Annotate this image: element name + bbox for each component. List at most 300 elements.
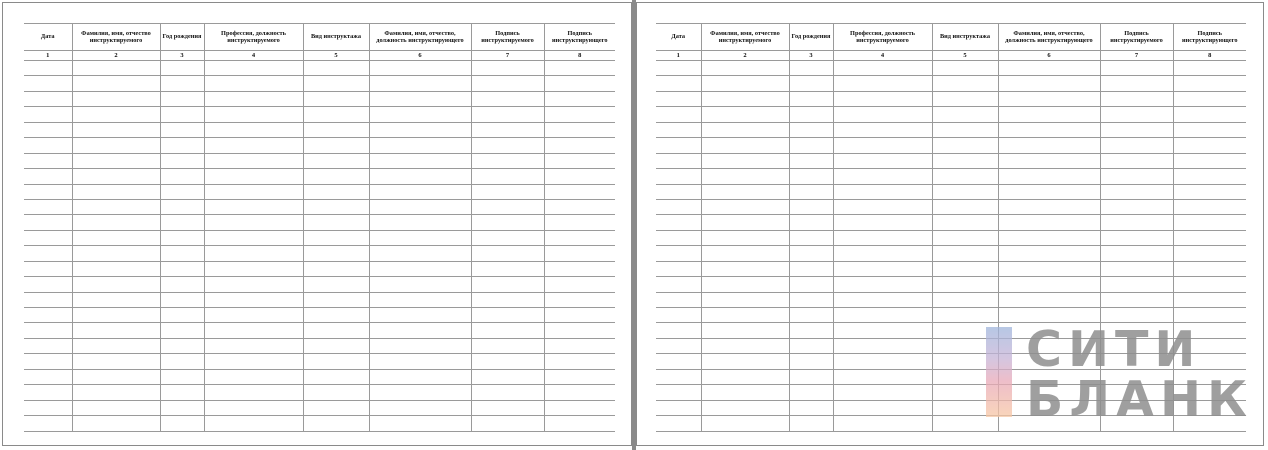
table-cell: [369, 400, 471, 415]
table-cell: [72, 400, 160, 415]
table-cell: [369, 76, 471, 91]
table-row: [24, 385, 615, 400]
column-header: Профессия, должность инструктируемого: [204, 24, 303, 51]
table-cell: [544, 184, 615, 199]
table-cell: [833, 138, 932, 153]
table-cell: [789, 416, 833, 431]
table-cell: [701, 246, 789, 261]
table-cell: [833, 61, 932, 76]
table-cell: [701, 107, 789, 122]
table-cell: [789, 76, 833, 91]
table-cell: [1173, 122, 1246, 137]
table-cell: [72, 153, 160, 168]
table-cell: [833, 246, 932, 261]
table-cell: [789, 215, 833, 230]
table-cell: [72, 138, 160, 153]
table-cell: [471, 308, 544, 323]
table-cell: [1100, 91, 1173, 106]
table-cell: [998, 122, 1100, 137]
column-number: 3: [789, 51, 833, 61]
table-cell: [998, 169, 1100, 184]
table-cell: [701, 122, 789, 137]
column-number: 8: [1173, 51, 1246, 61]
table-cell: [544, 91, 615, 106]
table-cell: [656, 338, 701, 353]
table-cell: [656, 184, 701, 199]
table-cell: [24, 338, 72, 353]
table-cell: [24, 416, 72, 431]
table-cell: [204, 292, 303, 307]
table-row: [656, 246, 1246, 261]
column-number: 7: [471, 51, 544, 61]
table-cell: [1100, 215, 1173, 230]
table-cell: [833, 323, 932, 338]
table-cell: [24, 153, 72, 168]
table-cell: [72, 308, 160, 323]
table-cell: [932, 61, 998, 76]
left-page: [2, 2, 632, 446]
table-cell: [160, 354, 204, 369]
table-cell: [701, 385, 789, 400]
table-cell: [369, 323, 471, 338]
table-cell: [303, 153, 369, 168]
table-cell: [471, 400, 544, 415]
table-cell: [789, 184, 833, 199]
table-cell: [833, 292, 932, 307]
table-cell: [833, 107, 932, 122]
table-cell: [833, 122, 932, 137]
table-row: [24, 138, 615, 153]
table-row: [656, 184, 1246, 199]
table-cell: [471, 91, 544, 106]
table-cell: [204, 308, 303, 323]
table-cell: [471, 153, 544, 168]
table-cell: [789, 369, 833, 384]
table-cell: [369, 199, 471, 214]
table-cell: [72, 277, 160, 292]
table-cell: [789, 400, 833, 415]
logo-text-line2: БЛАНК: [1026, 371, 1254, 428]
table-cell: [656, 91, 701, 106]
table-cell: [369, 61, 471, 76]
table-cell: [1173, 184, 1246, 199]
table-cell: [656, 400, 701, 415]
table-cell: [701, 416, 789, 431]
table-cell: [656, 230, 701, 245]
table-cell: [471, 76, 544, 91]
table-cell: [656, 308, 701, 323]
table-cell: [24, 385, 72, 400]
column-number: 3: [160, 51, 204, 61]
table-row: [656, 153, 1246, 168]
table-cell: [24, 230, 72, 245]
table-cell: [833, 354, 932, 369]
column-number: 8: [544, 51, 615, 61]
table-cell: [1100, 138, 1173, 153]
table-cell: [303, 369, 369, 384]
table-cell: [471, 122, 544, 137]
table-cell: [1173, 138, 1246, 153]
table-cell: [160, 277, 204, 292]
table-cell: [833, 400, 932, 415]
table-cell: [656, 107, 701, 122]
table-cell: [160, 153, 204, 168]
table-cell: [369, 184, 471, 199]
table-cell: [544, 76, 615, 91]
table-row: [24, 184, 615, 199]
table-cell: [932, 308, 998, 323]
table-cell: [160, 199, 204, 214]
table-row: [24, 416, 615, 431]
table-cell: [160, 369, 204, 384]
table-cell: [303, 416, 369, 431]
table-cell: [932, 169, 998, 184]
table-cell: [72, 215, 160, 230]
table-cell: [544, 107, 615, 122]
column-number: 4: [204, 51, 303, 61]
table-cell: [471, 416, 544, 431]
table-cell: [72, 91, 160, 106]
table-cell: [544, 416, 615, 431]
table-cell: [544, 292, 615, 307]
table-cell: [656, 292, 701, 307]
table-cell: [303, 61, 369, 76]
table-cell: [656, 76, 701, 91]
column-number-row: [24, 51, 615, 61]
table-cell: [24, 323, 72, 338]
table-cell: [204, 261, 303, 276]
table-cell: [204, 338, 303, 353]
column-number: 5: [303, 51, 369, 61]
column-header: Подпись инструктируемого: [1100, 24, 1173, 51]
table-row: [24, 246, 615, 261]
table-cell: [998, 138, 1100, 153]
table-cell: [656, 261, 701, 276]
table-cell: [701, 215, 789, 230]
table-cell: [204, 122, 303, 137]
table-cell: [656, 369, 701, 384]
table-cell: [656, 354, 701, 369]
table-cell: [789, 354, 833, 369]
table-cell: [544, 246, 615, 261]
table-cell: [833, 184, 932, 199]
table-cell: [303, 277, 369, 292]
table-cell: [303, 169, 369, 184]
table-row: [24, 369, 615, 384]
logo-text-line1: СИТИ: [1026, 321, 1202, 378]
table-cell: [369, 215, 471, 230]
table-cell: [471, 338, 544, 353]
table-cell: [833, 308, 932, 323]
table-cell: [204, 323, 303, 338]
table-cell: [24, 246, 72, 261]
table-cell: [932, 138, 998, 153]
table-cell: [701, 138, 789, 153]
table-cell: [369, 308, 471, 323]
table-cell: [369, 153, 471, 168]
table-cell: [369, 138, 471, 153]
table-cell: [160, 400, 204, 415]
table-cell: [1173, 277, 1246, 292]
table-row: [24, 261, 615, 276]
column-number-row: [656, 51, 1246, 61]
table-cell: [701, 230, 789, 245]
table-cell: [24, 215, 72, 230]
table-cell: [998, 199, 1100, 214]
column-header: Фамилия, имя, отчество, должность инструктирующего: [369, 24, 471, 51]
table-cell: [701, 199, 789, 214]
table-cell: [1173, 215, 1246, 230]
watermark-logo: [986, 321, 1254, 428]
table-cell: [1100, 277, 1173, 292]
table-cell: [544, 138, 615, 153]
table-cell: [369, 385, 471, 400]
table-cell: [24, 169, 72, 184]
table-cell: [932, 230, 998, 245]
column-header: Год рождения: [160, 24, 204, 51]
table-cell: [24, 61, 72, 76]
table-cell: [701, 261, 789, 276]
table-cell: [204, 400, 303, 415]
table-cell: [160, 184, 204, 199]
table-row: [24, 230, 615, 245]
table-row: [24, 61, 615, 76]
table-row: [656, 122, 1246, 137]
table-row: [24, 323, 615, 338]
table-cell: [160, 292, 204, 307]
table-cell: [998, 76, 1100, 91]
table-cell: [789, 308, 833, 323]
column-header: Год рождения: [789, 24, 833, 51]
table-cell: [204, 246, 303, 261]
table-cell: [24, 138, 72, 153]
table-cell: [833, 261, 932, 276]
column-header: Дата: [24, 24, 72, 51]
table-cell: [701, 184, 789, 199]
table-cell: [544, 230, 615, 245]
table-cell: [789, 138, 833, 153]
table-row: [656, 107, 1246, 122]
table-cell: [303, 122, 369, 137]
table-cell: [932, 292, 998, 307]
table-cell: [369, 107, 471, 122]
table-row: [24, 122, 615, 137]
table-cell: [656, 323, 701, 338]
table-cell: [369, 261, 471, 276]
table-cell: [160, 246, 204, 261]
table-cell: [656, 61, 701, 76]
table-cell: [656, 138, 701, 153]
table-cell: [998, 277, 1100, 292]
table-row: [24, 107, 615, 122]
table-cell: [471, 246, 544, 261]
table-cell: [932, 76, 998, 91]
table-cell: [998, 261, 1100, 276]
table-cell: [160, 122, 204, 137]
table-cell: [471, 277, 544, 292]
column-header: Вид инструктажа: [303, 24, 369, 51]
table-cell: [932, 122, 998, 137]
table-cell: [833, 369, 932, 384]
table-row: [24, 215, 615, 230]
table-cell: [160, 338, 204, 353]
table-cell: [72, 338, 160, 353]
table-cell: [1173, 292, 1246, 307]
table-cell: [72, 107, 160, 122]
table-cell: [303, 199, 369, 214]
table-row: [24, 292, 615, 307]
table-cell: [160, 76, 204, 91]
table-cell: [204, 184, 303, 199]
table-cell: [1100, 169, 1173, 184]
table-cell: [204, 138, 303, 153]
table-row: [24, 308, 615, 323]
table-cell: [656, 169, 701, 184]
table-cell: [701, 354, 789, 369]
table-cell: [204, 215, 303, 230]
table-cell: [204, 385, 303, 400]
table-cell: [369, 292, 471, 307]
table-cell: [789, 230, 833, 245]
table-cell: [204, 369, 303, 384]
logo-gradient-bar: [986, 327, 1012, 417]
table-cell: [24, 308, 72, 323]
table-row: [24, 400, 615, 415]
table-cell: [789, 323, 833, 338]
table-cell: [544, 215, 615, 230]
table-row: [656, 169, 1246, 184]
table-cell: [160, 91, 204, 106]
table-cell: [833, 215, 932, 230]
table-cell: [544, 153, 615, 168]
table-cell: [160, 385, 204, 400]
table-cell: [701, 308, 789, 323]
table-cell: [471, 61, 544, 76]
table-cell: [932, 261, 998, 276]
table-cell: [656, 153, 701, 168]
table-cell: [24, 354, 72, 369]
table-cell: [303, 261, 369, 276]
table-cell: [72, 122, 160, 137]
table-cell: [471, 292, 544, 307]
table-cell: [833, 76, 932, 91]
table-cell: [833, 338, 932, 353]
table-cell: [701, 338, 789, 353]
table-cell: [72, 292, 160, 307]
table-cell: [471, 354, 544, 369]
table-cell: [24, 277, 72, 292]
table-cell: [24, 292, 72, 307]
table-cell: [833, 385, 932, 400]
table-cell: [998, 215, 1100, 230]
table-cell: [204, 230, 303, 245]
table-cell: [72, 416, 160, 431]
column-header: Вид инструктажа: [932, 24, 998, 51]
column-header: Дата: [656, 24, 701, 51]
table-cell: [833, 416, 932, 431]
table-cell: [544, 61, 615, 76]
table-cell: [1100, 184, 1173, 199]
table-cell: [303, 91, 369, 106]
column-number: 7: [1100, 51, 1173, 61]
table-cell: [998, 230, 1100, 245]
table-cell: [998, 153, 1100, 168]
column-header: Фамилия, имя, отчество инструктируемого: [72, 24, 160, 51]
table-cell: [160, 169, 204, 184]
table-cell: [303, 138, 369, 153]
table-cell: [24, 261, 72, 276]
table-cell: [789, 122, 833, 137]
column-number: 2: [72, 51, 160, 61]
table-cell: [544, 385, 615, 400]
table-cell: [24, 369, 72, 384]
table-cell: [1100, 199, 1173, 214]
table-cell: [998, 107, 1100, 122]
table-row: [24, 199, 615, 214]
table-cell: [932, 107, 998, 122]
table-cell: [1173, 61, 1246, 76]
table-cell: [701, 277, 789, 292]
table-cell: [833, 169, 932, 184]
column-header: Подпись инструктирующего: [544, 24, 615, 51]
table-cell: [369, 169, 471, 184]
table-row: [656, 138, 1246, 153]
table-cell: [471, 169, 544, 184]
table-cell: [471, 184, 544, 199]
table-cell: [24, 91, 72, 106]
table-cell: [544, 261, 615, 276]
table-cell: [160, 215, 204, 230]
empty-rows: [24, 61, 615, 432]
table-cell: [1100, 246, 1173, 261]
column-number: 5: [932, 51, 998, 61]
table-cell: [303, 107, 369, 122]
table-cell: [369, 122, 471, 137]
table-cell: [303, 400, 369, 415]
table-cell: [932, 215, 998, 230]
table-cell: [471, 199, 544, 214]
table-cell: [789, 292, 833, 307]
column-header: Подпись инструктирующего: [1173, 24, 1246, 51]
table-cell: [303, 354, 369, 369]
table-cell: [204, 354, 303, 369]
table-cell: [204, 61, 303, 76]
table-cell: [369, 246, 471, 261]
table-cell: [932, 277, 998, 292]
table-cell: [789, 261, 833, 276]
table-cell: [369, 354, 471, 369]
table-cell: [833, 277, 932, 292]
table-cell: [833, 199, 932, 214]
table-cell: [833, 153, 932, 168]
table-cell: [303, 292, 369, 307]
table-row: [656, 215, 1246, 230]
table-cell: [160, 308, 204, 323]
table-cell: [656, 416, 701, 431]
table-cell: [998, 61, 1100, 76]
table-cell: [160, 416, 204, 431]
table-cell: [24, 199, 72, 214]
table-cell: [789, 246, 833, 261]
table-cell: [544, 277, 615, 292]
table-cell: [1100, 230, 1173, 245]
table-cell: [1173, 199, 1246, 214]
table-row: [24, 91, 615, 106]
table-cell: [789, 91, 833, 106]
table-cell: [701, 61, 789, 76]
table-cell: [789, 169, 833, 184]
table-cell: [998, 292, 1100, 307]
